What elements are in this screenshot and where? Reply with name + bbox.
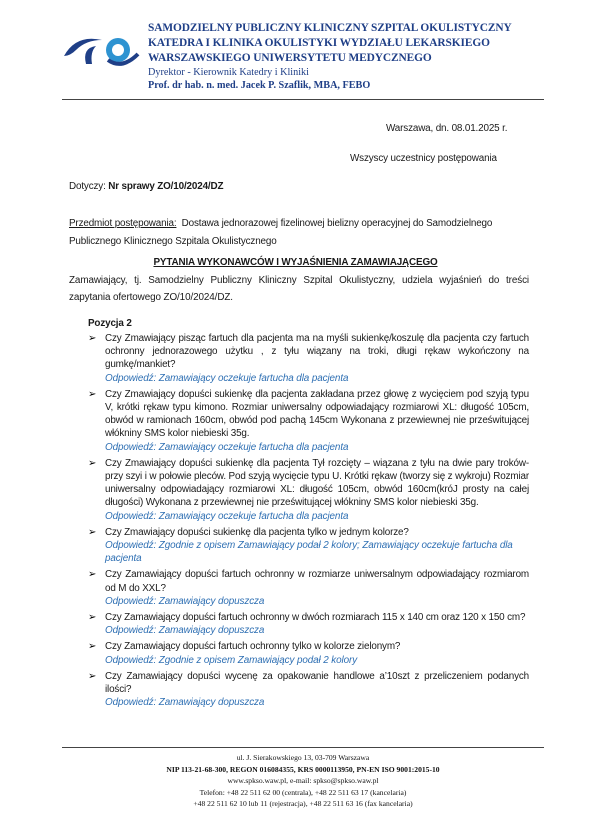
answer-text: Odpowiedź: Zamawiający oczekuje fartucha dla pacjenta [105, 372, 349, 384]
arrow-bullet-icon: ➢ [88, 670, 97, 682]
footer-divider [62, 747, 544, 748]
question-text: Czy Zamawiający dopuści fartuch ochronny w dwóch rozmiarach 115 x 140 cm oraz 120 x 150 cm? [105, 612, 526, 624]
answer-text: Odpowiedź: Zamawiający dopuszcza [105, 697, 265, 709]
footer-phone1: Telefon: +48 22 511 62 00 (centrala), +48 22 511 63 17 (kancelaria) [199, 787, 407, 797]
institution-name-line1: SAMODZIELNY PUBLICZNY KLINICZNY SZPITAL OKULISTYCZNY [148, 22, 512, 34]
section-heading: PYTANIA WYKONAWCÓW I WYJAŚNIENIA ZAMAWIAJĄCEGO [153, 257, 438, 268]
letterhead [148, 21, 568, 92]
director-title: Dyrektor - Kierownik Katedry i Kliniki [148, 67, 309, 79]
footer [62, 752, 544, 810]
qa-item [88, 526, 529, 566]
qa-item [88, 568, 529, 608]
qa-item [88, 457, 529, 523]
qa-item [88, 611, 529, 637]
institution-name-line3: WARSZAWSKIEGO UNIWERSYTETU MEDYCZNEGO [148, 51, 432, 64]
place-date: Warszawa, dn. 08.01.2025 r. [386, 123, 508, 134]
answer-text: Odpowiedź: Zgodnie z opisem Zamawiający podał 2 kolory [105, 654, 358, 666]
arrow-bullet-icon: ➢ [88, 457, 97, 469]
institution-name-line2: KATEDRA I KLINIKA OKULISTYKI WYDZIAŁU LEKARSKIEGO [148, 36, 490, 49]
footer-address: ul. J. Sierakowskiego 13, 03-709 Warszawa [236, 753, 370, 762]
arrow-bullet-icon: ➢ [88, 526, 97, 538]
question-text: Czy Zmawiający dopuści sukienkę dla pacjenta zakładana przez głowę z wycięciem pod szyją typu V, krótki rękaw typu kimono. Rozmiar uniwersalny odpowiadający rozmiarowi XL: długość 105cm, obwód w ramionach 160cm, obwód pod pachą 145cm Wykonana z przewiewnej nie prześwitującej włókniny SMS kolor niebieski 35g. [105, 388, 529, 440]
question-text: Czy Zmawiający pisząc fartuch dla pacjenta ma na myśli sukienkę/koszulę dla pacjenta czy fartuch ochronny jednorazowego użytku , z tyłu wiązany na troki, długi rękaw wykończony na gumkę/mankiet? [105, 333, 529, 371]
footer-registry: NIP 113-21-68-300, REGON 016084355, KRS 0000113950, PN-EN ISO 9001:2015-10 [166, 764, 440, 774]
subject-text-1: Dostawa jednorazowej fizelinowej bielizny operacyjnej do Samodzielnego [181, 218, 493, 229]
question-text: Czy Zamawiający dopuści fartuch ochronny tylko w kolorze zielonym? [105, 641, 401, 653]
answer-text: Odpowiedź: Zamawiający oczekuje fartucha dla pacjenta [105, 510, 349, 522]
qa-item [88, 670, 529, 710]
answer-text: Odpowiedź: Zamawiający dopuszcza [105, 595, 265, 607]
footer-web: www.spkso.waw.pl, e-mail: spkso@spkso.waw.pl [227, 776, 379, 785]
answer-text: Odpowiedź: Zamawiający dopuszcza [105, 625, 265, 637]
hospital-logo [62, 26, 142, 70]
case-number: Nr sprawy ZO/10/2024/DZ [108, 181, 224, 192]
question-text: Czy Zamawiający dopuści fartuch ochronny w rozmiarze uniwersalnym odpowiadający rozmiarom od M do XXL? [105, 569, 529, 594]
qa-item [88, 388, 529, 454]
subject-line1 [69, 218, 492, 229]
qa-item [88, 640, 529, 666]
intro-paragraph: Zamawiający, tj. Samodzielny Publiczny Kliniczny Szpital Okulistyczny, udziela wyjaśnień do treści zapytania ofertowego ZO/10/2024/DZ. [69, 275, 529, 303]
answer-text: Odpowiedź: Zamawiający oczekuje fartucha dla pacjenta [105, 441, 349, 453]
regarding-label: Dotyczy: [69, 181, 106, 192]
question-text: Czy Zmawiający dopuści sukienkę dla pacjenta tylko w jednym kolorze? [105, 526, 409, 538]
question-text: Czy Zamawiający dopuści wycenę za opakowanie handlowe a’10szt z przeliczeniem podanych ilości? [105, 670, 529, 696]
recipient: Wszyscy uczestnicy postępowania [350, 153, 497, 164]
director-name: Prof. dr hab. n. med. Jacek P. Szaflik, MBA, FEBO [148, 80, 371, 92]
arrow-bullet-icon: ➢ [88, 569, 97, 581]
footer-phone2: +48 22 511 62 10 lub 11 (rejestracja), +48 22 511 63 16 (fax kancelaria) [193, 799, 413, 808]
answer-text: Odpowiedź: Zgodnie z opisem Zamawiający podał 2 kolory; Zamawiający oczekuje fartucha dla pacjenta [105, 540, 513, 565]
question-text: Czy Zmawiający dopuści sukienkę dla pacjenta Tył rozcięty – wiązana z tyłu na dwie pary troków- przy szyi i w połowie pleców. Pod szyją wycięcie typu U. Krótki rękaw (tworzy się z wykroju) Rozmiar uniwersalny odpowiadający rozmiarowi XL: długość 105cm, obwód 160cm(króJ prosty na całej długości) Wykonana z przewiewnej nie prześwitującej włókniny SMS kolor niebieski 35g. [105, 457, 529, 509]
arrow-bullet-icon: ➢ [88, 612, 97, 624]
arrow-bullet-icon: ➢ [88, 641, 97, 653]
arrow-bullet-icon: ➢ [88, 388, 97, 400]
header-divider [62, 99, 544, 100]
subject-text-2: Publicznego Klinicznego Szpitala Okulistycznego [69, 236, 277, 247]
subject-label: Przedmiot postępowania: [69, 218, 177, 229]
qa-item [88, 332, 529, 385]
regarding [69, 181, 223, 192]
position-label: Pozycja 2 [88, 318, 132, 329]
arrow-bullet-icon: ➢ [88, 333, 97, 344]
qa-list [88, 332, 529, 712]
